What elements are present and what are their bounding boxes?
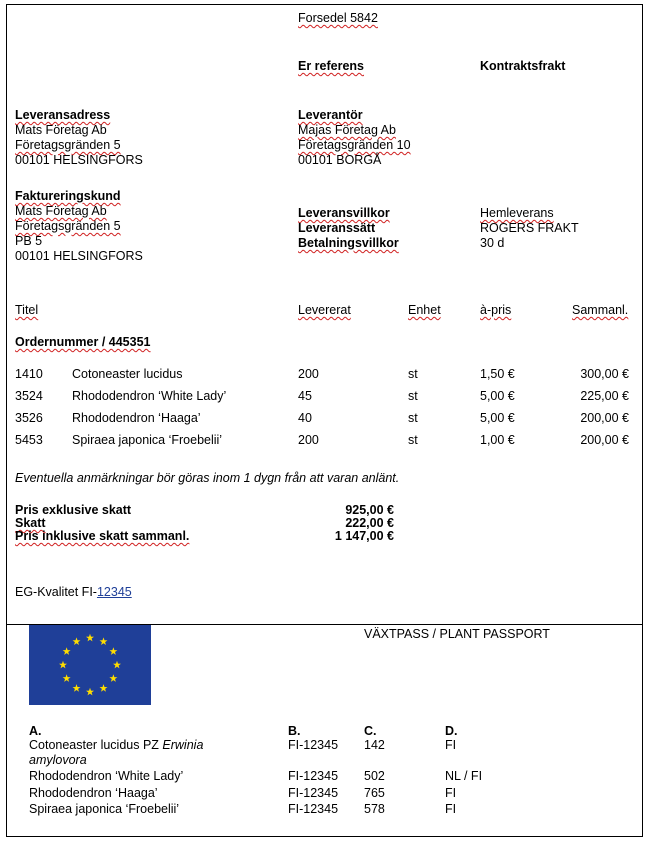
eu-star-icon bbox=[86, 634, 94, 642]
faktureringskund-block bbox=[15, 189, 143, 264]
passport-a-text: Cotoneaster lucidus PZ bbox=[29, 738, 163, 752]
forsedel-number: Forsedel 5842 bbox=[298, 11, 378, 25]
row-unit: st bbox=[408, 389, 418, 403]
order-number: Ordernummer / 445351 bbox=[15, 335, 151, 349]
eu-star-icon bbox=[86, 688, 94, 696]
row-price: 5,00 € bbox=[480, 411, 515, 425]
row-name: Cotoneaster lucidus bbox=[72, 367, 183, 381]
passport-d: FI bbox=[445, 738, 457, 752]
term-value: ROGERS FRAKT bbox=[480, 221, 579, 235]
eu-star-icon bbox=[73, 684, 81, 692]
passport-a bbox=[29, 739, 203, 752]
row-code: 1410 bbox=[15, 367, 43, 381]
header-titel: Titel bbox=[15, 303, 39, 317]
passport-b: FI-12345 bbox=[288, 738, 339, 752]
leveransadress-heading: Leveransadress bbox=[15, 108, 111, 122]
address-line: Mats Företag Ab bbox=[15, 123, 107, 137]
eu-star-icon bbox=[73, 637, 81, 645]
header-levererat: Levererat bbox=[298, 303, 351, 317]
eg-quality-prefix: EG-Kvalitet FI- bbox=[15, 585, 97, 599]
header-sammanl: Sammanl. bbox=[572, 303, 629, 317]
eu-star-icon bbox=[100, 684, 108, 692]
passport-b: FI-12345 bbox=[288, 802, 339, 816]
address-line: 00101 HELSINGFORS bbox=[15, 153, 143, 167]
address-line: Företagsgränden 10 bbox=[298, 138, 411, 152]
leverantor-heading: Leverantör bbox=[298, 108, 363, 122]
passport-a: Spiraea japonica ‘Froebelii’ bbox=[29, 802, 180, 816]
total-label: Skatt bbox=[15, 516, 46, 530]
term-label: Leveranssätt bbox=[298, 221, 376, 235]
row-total: 200,00 € bbox=[580, 411, 629, 425]
row-price: 1,50 € bbox=[480, 367, 515, 381]
eu-star-icon bbox=[100, 637, 108, 645]
passport-a-italic-2: amylovora bbox=[29, 753, 87, 767]
passport-d: FI bbox=[445, 786, 457, 800]
passport-col-b: B. bbox=[288, 724, 301, 738]
address-line: Företagsgränden 5 bbox=[15, 138, 121, 152]
eu-star-icon bbox=[63, 647, 71, 655]
passport-b: FI-12345 bbox=[288, 786, 339, 800]
term-value: 30 d bbox=[480, 236, 505, 250]
term-label: Leveransvillkor bbox=[298, 206, 390, 220]
row-price: 1,00 € bbox=[480, 433, 515, 447]
row-unit: st bbox=[408, 411, 418, 425]
passport-c: 142 bbox=[364, 738, 385, 752]
passport-c: 578 bbox=[364, 802, 385, 816]
address-line: 00101 HELSINGFORS bbox=[15, 249, 143, 263]
address-line: Företagsgränden 5 bbox=[15, 219, 121, 233]
row-code: 5453 bbox=[15, 433, 43, 447]
address-line: Mats Företag Ab bbox=[15, 204, 107, 218]
leveransadress-block bbox=[15, 108, 143, 168]
row-unit: st bbox=[408, 433, 418, 447]
er-referens-label: Er referens bbox=[298, 59, 365, 73]
row-unit: st bbox=[408, 367, 418, 381]
passport-b: FI-12345 bbox=[288, 769, 339, 783]
row-qty: 40 bbox=[298, 411, 312, 425]
header-apris: à-pris bbox=[480, 303, 512, 317]
address-line: Majas Företag Ab bbox=[298, 123, 396, 137]
terms-labels bbox=[298, 206, 399, 251]
passport-a bbox=[29, 787, 158, 800]
passport-d: NL / FI bbox=[445, 769, 483, 783]
row-name: Rhododendron ‘Haaga’ bbox=[72, 411, 201, 425]
row-qty: 200 bbox=[298, 367, 319, 381]
total-value: 925,00 € bbox=[345, 503, 394, 517]
total-label: Pris inklusive skatt sammanl. bbox=[15, 529, 190, 543]
passport-d: FI bbox=[445, 802, 457, 816]
totals-labels bbox=[15, 504, 189, 543]
row-total: 300,00 € bbox=[580, 367, 629, 381]
faktureringskund-heading: Faktureringskund bbox=[15, 189, 121, 203]
address-line: PB 5 bbox=[15, 234, 43, 248]
eg-quality bbox=[15, 585, 132, 600]
eu-star-icon bbox=[59, 661, 67, 669]
row-code: 3526 bbox=[15, 411, 43, 425]
eu-star-icon bbox=[113, 661, 121, 669]
passport-col-a: A. bbox=[29, 724, 42, 738]
eu-star-icon bbox=[109, 674, 117, 682]
passport-c: 765 bbox=[364, 786, 385, 800]
passport-a-text: Rhododendron ‘Haaga’ bbox=[29, 786, 158, 800]
total-label: Pris exklusive skatt bbox=[15, 503, 132, 517]
eu-flag-logo bbox=[29, 625, 151, 705]
header-enhet: Enhet bbox=[408, 303, 441, 317]
term-value: Hemleverans bbox=[480, 206, 554, 220]
row-price: 5,00 € bbox=[480, 389, 515, 403]
eg-quality-code[interactable]: 12345 bbox=[96, 585, 132, 599]
kontraktsfrakt-label: Kontraktsfrakt bbox=[480, 59, 566, 73]
address-line: 00101 BORGÅ bbox=[298, 153, 382, 167]
leverantor-block bbox=[298, 108, 411, 168]
row-code: 3524 bbox=[15, 389, 43, 403]
passport-a-italic: Erwinia bbox=[162, 738, 204, 752]
passport-col-c: C. bbox=[364, 724, 377, 738]
row-total: 200,00 € bbox=[580, 433, 629, 447]
row-total: 225,00 € bbox=[580, 389, 629, 403]
total-value: 1 147,00 € bbox=[334, 529, 394, 543]
terms-values bbox=[480, 206, 579, 251]
remarks-note: Eventuella anmärkningar bör göras inom 1 dygn från att varan anlänt. bbox=[15, 471, 400, 485]
term-label: Betalningsvillkor bbox=[298, 236, 399, 250]
row-qty: 45 bbox=[298, 389, 312, 403]
totals-values bbox=[280, 504, 394, 543]
row-name: Rhododendron ‘White Lady’ bbox=[72, 389, 227, 403]
total-value: 222,00 € bbox=[345, 516, 394, 530]
passport-col-d: D. bbox=[445, 724, 458, 738]
passport-c: 502 bbox=[364, 769, 385, 783]
eu-star-icon bbox=[109, 647, 117, 655]
row-name: Spiraea japonica ‘Froebelii’ bbox=[72, 433, 223, 447]
passport-title: VÄXTPASS / PLANT PASSPORT bbox=[364, 627, 550, 641]
eu-star-icon bbox=[63, 674, 71, 682]
row-qty: 200 bbox=[298, 433, 319, 447]
passport-a: Rhododendron ‘White Lady’ bbox=[29, 769, 184, 783]
